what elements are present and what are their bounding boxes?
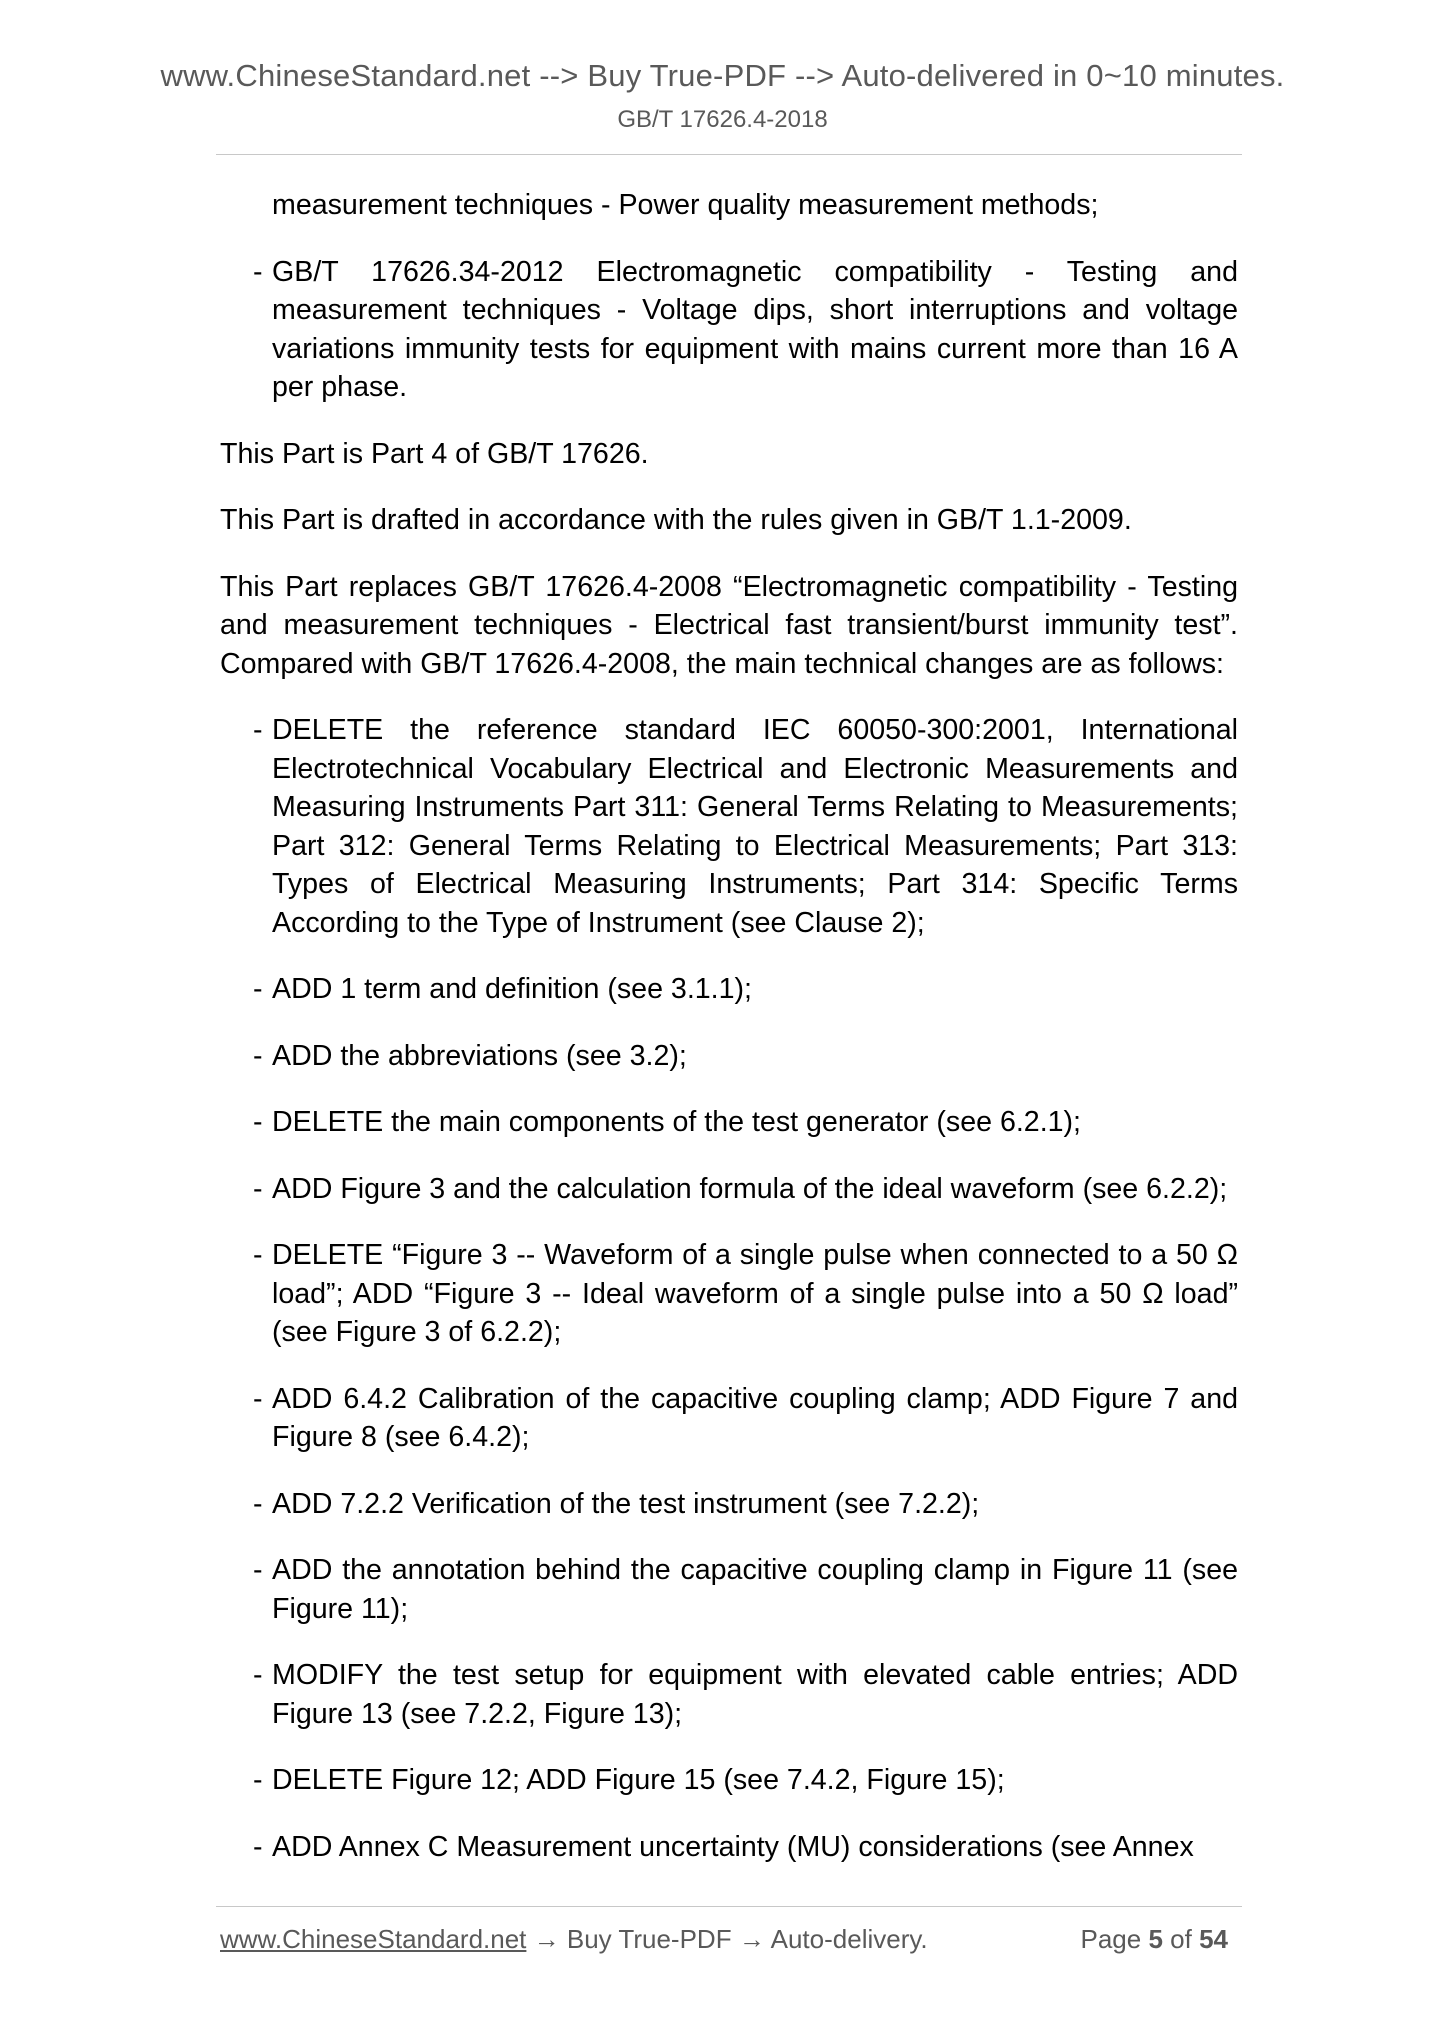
header-divider (216, 154, 1242, 155)
list-item-text: ADD the abbreviations (see 3.2); (272, 1039, 687, 1072)
list-dash: - (253, 1039, 263, 1072)
change-list-item (220, 1103, 1238, 1142)
document-id: GB/T 17626.4-2018 (617, 106, 828, 133)
list-dash: - (253, 1106, 263, 1138)
list-dash: - (253, 1172, 263, 1205)
page-body (220, 186, 1238, 1894)
change-list-item (220, 1828, 1238, 1867)
reference-list-item (220, 253, 1238, 407)
change-list-item (220, 1485, 1238, 1524)
list-item-text: DELETE the main components of the test generator (see 6.2.1); (272, 1106, 1082, 1138)
list-dash: - (253, 1830, 263, 1863)
list-dash: - (253, 1659, 263, 1691)
list-dash: - (253, 1239, 263, 1271)
change-list-item (220, 1656, 1238, 1733)
list-dash: - (253, 973, 263, 1005)
footer-delivery-text: Auto-delivery. (770, 1924, 928, 1954)
paragraph-drafting-rules: This Part is drafted in accordance with the rules given in GB/T 1.1-2009. (220, 504, 1132, 536)
list-item-text: ADD 1 term and definition (see 3.1.1); (272, 973, 752, 1005)
list-item-text: ADD Annex C Measurement uncertainty (MU) considerations (see Annex (272, 1830, 1194, 1863)
change-list-item (220, 1551, 1238, 1628)
change-list-item (220, 1170, 1238, 1209)
footer-buy-text: Buy True-PDF (566, 1924, 732, 1954)
page-footer (220, 1924, 1238, 1964)
footer-promo (220, 1924, 928, 1955)
paragraph-replacement: This Part replaces GB/T 17626.4-2008 “Electromagnetic compatibility - Testing and measurement techniques - Electrical fast transient/burst immunity test”. Compared with GB/T 17626.4-2008, the main technical changes are as follows: (220, 570, 1238, 680)
list-dash: - (253, 1554, 263, 1586)
list-item-text: ADD Figure 3 and the calculation formula of the ideal waveform (see 6.2.2); (272, 1172, 1228, 1205)
list-item-text: DELETE Figure 12; ADD Figure 15 (see 7.4.2, Figure 15); (272, 1764, 1005, 1796)
of-label: of (1170, 1924, 1192, 1954)
list-item-text: ADD 6.4.2 Calibration of the capacitive coupling clamp; ADD Figure 7 and Figure 8 (see 6.4.2); (272, 1382, 1238, 1453)
footer-site-link[interactable]: www.ChineseStandard.net (220, 1924, 527, 1954)
total-pages: 54 (1199, 1924, 1228, 1954)
change-list-item (220, 1380, 1238, 1457)
list-item-text: MODIFY the test setup for equipment with elevated cable entries; ADD Figure 13 (see 7.2.2, Figure 13); (272, 1659, 1238, 1730)
list-item-text: GB/T 17626.34-2012 Electromagnetic compatibility - Testing and measurement techniques - Voltage dips, short interruptions and voltage variations immunity tests for equipment with mains current more than 16 A per phase. (272, 255, 1238, 403)
list-item-text: DELETE the reference standard IEC 60050-300:2001, International Electrotechnical Vocabulary Electrical and Electronic Measurements and Measuring Instruments Part 311: General Terms Relating to Measurements; Part 312: General Terms Relating to Electrical Measurements; Part 313: Types of Electrical Measuring Instruments; Part 314: Specific Terms According to the Type of Instrument (see Clause 2); (272, 714, 1238, 939)
change-list-item (220, 970, 1238, 1009)
page-label: Page (1080, 1924, 1142, 1954)
page-counter (1080, 1924, 1228, 1955)
arrow-right-icon: → (738, 1924, 765, 1954)
page-number: 5 (1148, 1924, 1163, 1954)
change-list-item (220, 1761, 1238, 1800)
list-dash: - (253, 714, 263, 746)
header-banner[interactable]: www.ChineseStandard.net --> Buy True-PDF --> Auto-delivered in 0~10 minutes. (160, 58, 1285, 93)
footer-divider (216, 1906, 1242, 1907)
change-list-item (220, 711, 1238, 942)
continued-reference-text: measurement techniques - Power quality measurement methods; (272, 189, 1099, 221)
paragraph-part-number: This Part is Part 4 of GB/T 17626. (220, 437, 649, 470)
list-item-text: DELETE “Figure 3 -- Waveform of a single pulse when connected to a 50 Ω load”; ADD “Figure 3 -- Ideal waveform of a single pulse into a 50 Ω load” (see Figure 3 of 6.2.2); (272, 1239, 1238, 1348)
list-dash: - (253, 255, 263, 288)
change-list-item (220, 1236, 1238, 1352)
list-item-text: ADD the annotation behind the capacitive coupling clamp in Figure 11 (see Figure 11); (272, 1554, 1238, 1625)
list-dash: - (253, 1764, 263, 1796)
list-item-text: ADD 7.2.2 Verification of the test instrument (see 7.2.2); (272, 1487, 980, 1520)
list-dash: - (253, 1382, 263, 1415)
change-list-item (220, 1037, 1238, 1076)
arrow-right-icon: → (533, 1924, 560, 1954)
list-dash: - (253, 1487, 263, 1520)
